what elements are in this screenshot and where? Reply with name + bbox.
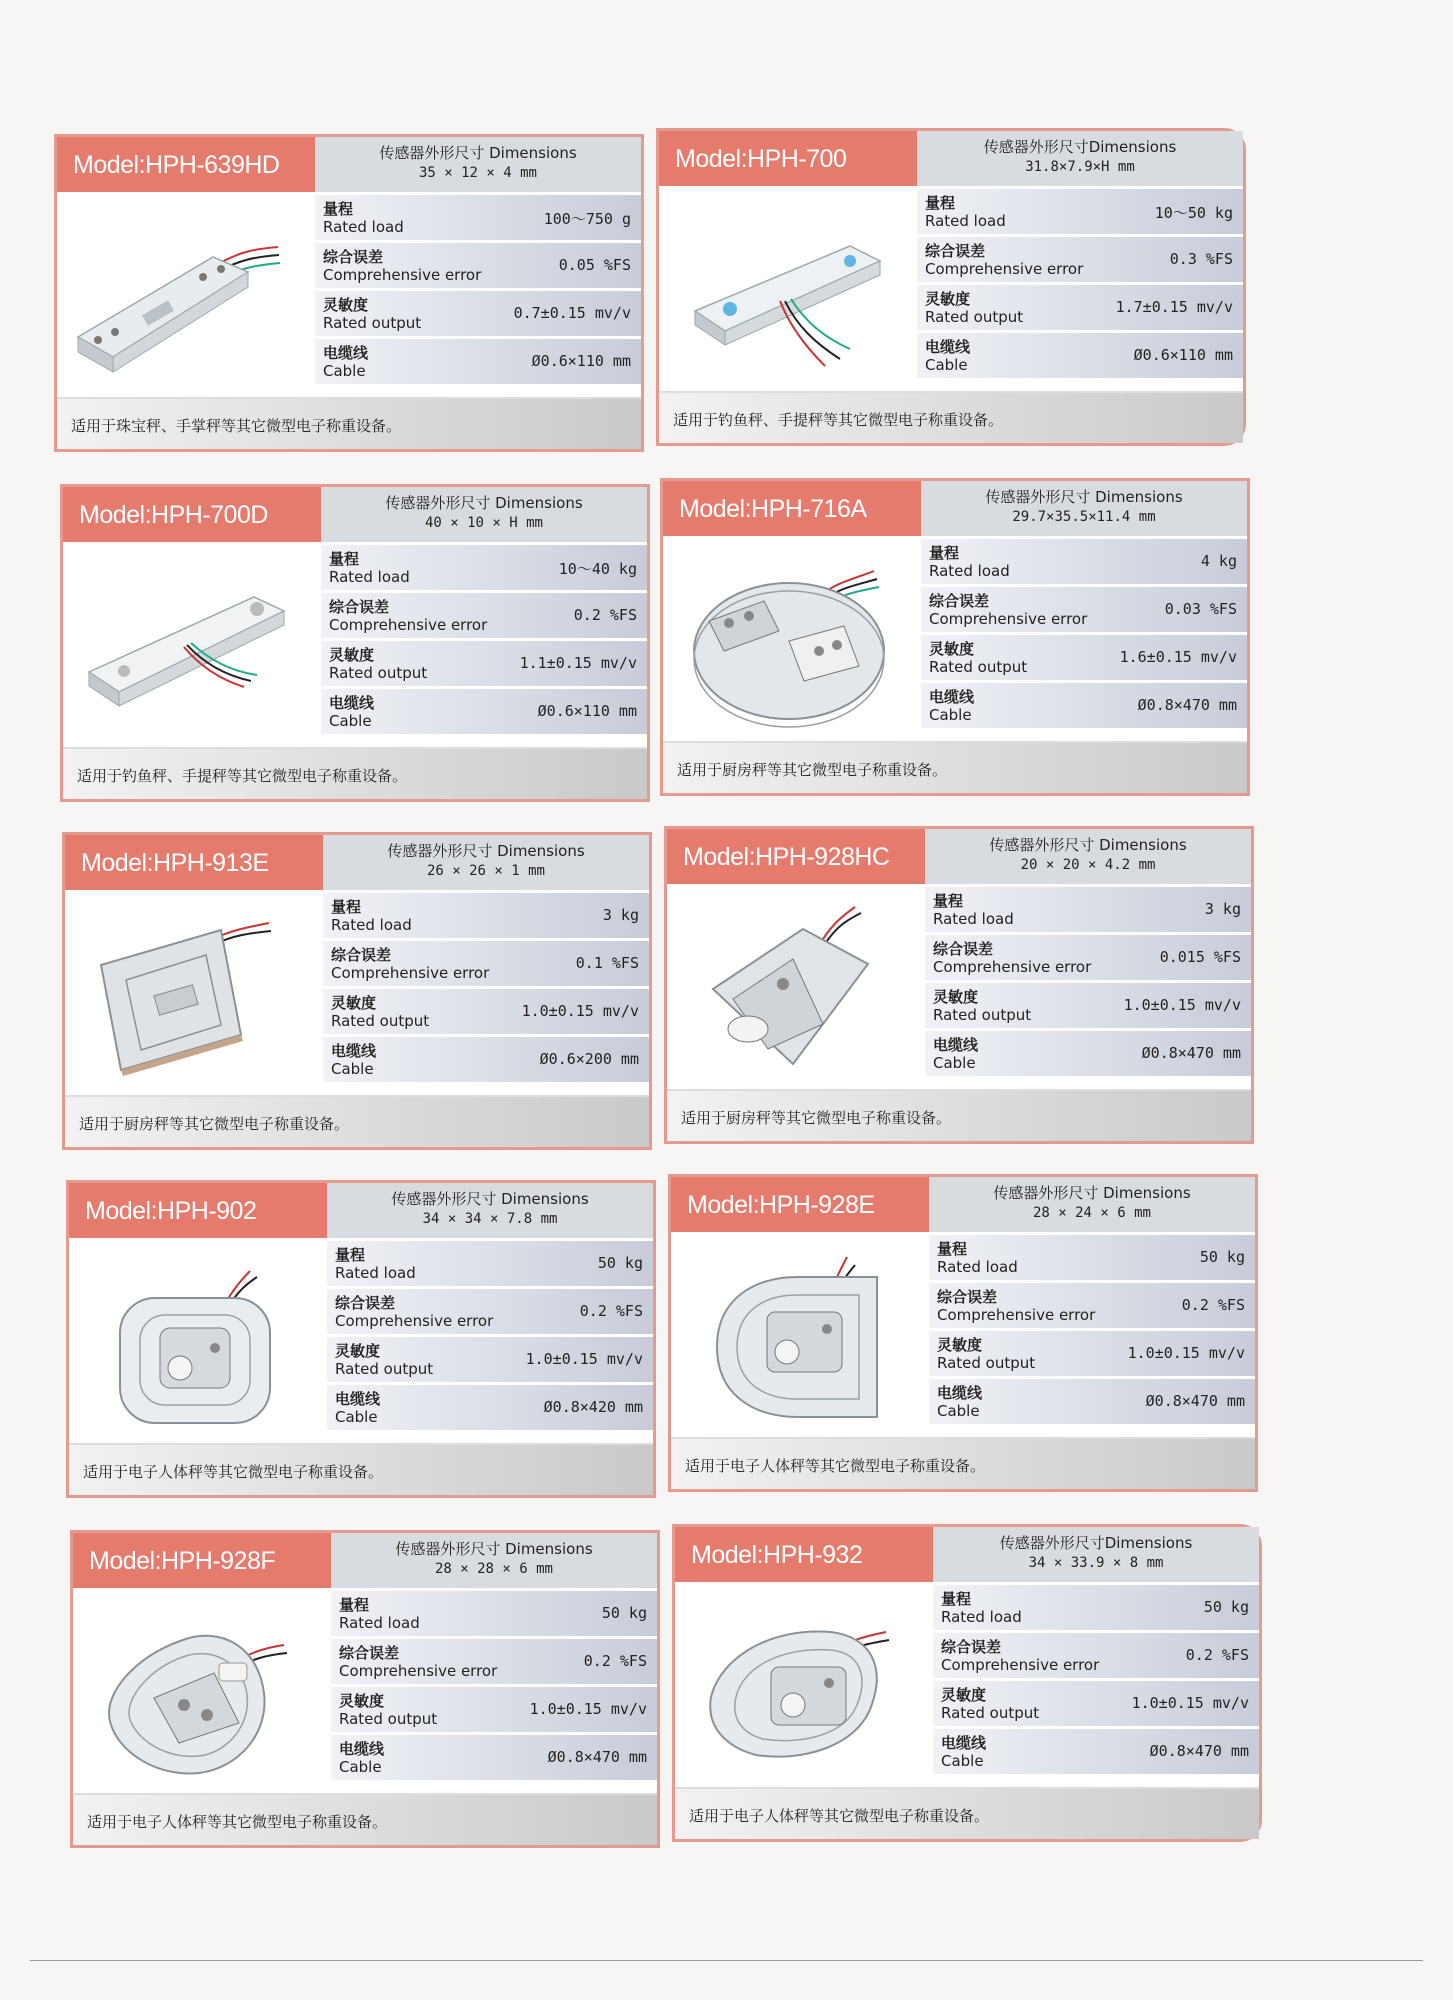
dimensions-header <box>925 829 1251 884</box>
dimensions-title: 传感器外形尺寸 Dimensions <box>385 494 583 512</box>
spec-rated-output <box>321 638 647 686</box>
dimensions-value: 34 × 34 × 7.8 mm <box>422 1211 558 1227</box>
usage-note <box>675 1787 1259 1839</box>
spec-label-en: Comprehensive error <box>941 1656 1100 1674</box>
half-round-load-cell-icon <box>677 1237 923 1437</box>
spec-label-en: Cable <box>331 1060 374 1078</box>
spec-label-zh: 灵敏度 <box>329 646 375 664</box>
spec-label-zh: 综合误差 <box>331 946 392 964</box>
spec-value: Ø0.6×110 mm <box>531 352 631 370</box>
page-bottom-rule <box>30 1960 1423 1961</box>
spec-value: 0.3 %FS <box>1169 250 1233 268</box>
spec-comprehensive-error <box>321 590 647 638</box>
usage-text: 适用于厨房秤等其它微型电子称重设备。 <box>79 1115 350 1133</box>
spec-rated-output <box>327 1334 653 1382</box>
spec-comprehensive-error <box>929 1280 1255 1328</box>
spec-value: 10～50 kg <box>1154 204 1233 222</box>
model-label: Model:HPH-902 <box>85 1197 257 1225</box>
spec-value: 1.0±0.15 mv/v <box>521 1002 639 1020</box>
spec-label-zh: 灵敏度 <box>339 1692 385 1710</box>
spec-value: 0.05 %FS <box>558 256 631 274</box>
spec-label-zh: 电缆线 <box>331 1042 377 1060</box>
model-label: Model:HPH-928HC <box>683 843 890 871</box>
model-label: Model:HPH-932 <box>691 1541 863 1569</box>
spec-cable <box>321 686 647 734</box>
spec-label-zh: 灵敏度 <box>941 1686 987 1704</box>
spec-label-zh: 综合误差 <box>339 1644 400 1662</box>
spec-cable <box>925 1028 1251 1076</box>
spec-value: 1.0±0.15 mv/v <box>1123 996 1241 1014</box>
usage-text: 适用于珠宝秤、手掌秤等其它微型电子称重设备。 <box>71 417 402 435</box>
spec-label-zh: 电缆线 <box>929 688 975 706</box>
spec-label-en: Comprehensive error <box>331 964 490 982</box>
spec-label-zh: 电缆线 <box>323 344 369 362</box>
usage-text: 适用于钓鱼秤、手提秤等其它微型电子称重设备。 <box>77 767 408 785</box>
spec-label-en: Rated output <box>335 1360 434 1378</box>
model-header <box>69 1183 327 1238</box>
spec-value: 1.0±0.15 mv/v <box>1131 1694 1249 1712</box>
spec-cable <box>315 336 641 384</box>
usage-note <box>65 1095 649 1147</box>
product-card-hph-700d <box>60 484 650 802</box>
spec-label-zh: 综合误差 <box>335 1294 396 1312</box>
spec-label-zh: 综合误差 <box>925 242 986 260</box>
product-card-hph-913e <box>62 832 652 1150</box>
spec-label-en: Rated output <box>937 1354 1036 1372</box>
spec-rated-output <box>315 288 641 336</box>
spec-value: Ø0.6×200 mm <box>539 1050 639 1068</box>
product-card-hph-716a <box>660 478 1250 796</box>
spec-value: Ø0.8×470 mm <box>1137 696 1237 714</box>
spec-label-en: Rated load <box>941 1608 1022 1626</box>
spec-value: 0.015 %FS <box>1159 948 1241 966</box>
round-load-cell-icon <box>669 541 915 741</box>
product-card-hph-902 <box>66 1180 656 1498</box>
spec-comprehensive-error <box>933 1630 1259 1678</box>
dimensions-value: 26 × 26 × 1 mm <box>426 863 545 879</box>
spec-label-en: Comprehensive error <box>339 1662 498 1680</box>
spec-cable <box>323 1034 649 1082</box>
spec-label-en: Rated output <box>339 1710 438 1728</box>
spec-label-zh: 灵敏度 <box>925 290 971 308</box>
spec-value: 0.7±0.15 mv/v <box>513 304 631 322</box>
plate-load-cell-icon <box>71 895 317 1095</box>
spec-value: 100～750 g <box>543 210 631 228</box>
spec-value: 50 kg <box>601 1604 647 1622</box>
dimensions-header <box>921 481 1247 536</box>
spec-label-zh: 灵敏度 <box>335 1342 381 1360</box>
spec-rated-load <box>933 1582 1259 1630</box>
dimensions-value: 28 × 24 × 6 mm <box>1032 1205 1151 1221</box>
spec-comprehensive-error <box>315 240 641 288</box>
model-label: Model:HPH-700 <box>675 145 847 173</box>
model-label: Model:HPH-700D <box>79 501 268 529</box>
spec-label-en: Rated load <box>339 1614 420 1632</box>
spec-label-en: Comprehensive error <box>933 958 1092 976</box>
spec-value: 3 kg <box>602 906 639 924</box>
spec-cable <box>331 1732 657 1780</box>
spec-cable <box>327 1382 653 1430</box>
spec-label-zh: 量程 <box>323 200 354 218</box>
spec-label-en: Comprehensive error <box>323 266 482 284</box>
spec-label-en: Rated load <box>331 916 412 934</box>
spec-rated-output <box>929 1328 1255 1376</box>
spec-label-zh: 灵敏度 <box>933 988 979 1006</box>
spec-value: 3 kg <box>1204 900 1241 918</box>
usage-note <box>73 1793 657 1845</box>
spec-label-en: Cable <box>335 1408 378 1426</box>
spec-comprehensive-error <box>323 938 649 986</box>
spec-value: 0.2 %FS <box>579 1302 643 1320</box>
spec-label-zh: 量程 <box>937 1240 968 1258</box>
spec-cable <box>921 680 1247 728</box>
model-label: Model:HPH-928E <box>687 1191 875 1219</box>
dimensions-value: 35 × 12 × 4 mm <box>418 165 537 181</box>
usage-text: 适用于厨房秤等其它微型电子称重设备。 <box>681 1109 952 1127</box>
dimensions-header <box>933 1527 1259 1582</box>
spec-label-zh: 量程 <box>339 1596 370 1614</box>
spec-rated-load <box>925 884 1251 932</box>
spec-label-zh: 灵敏度 <box>929 640 975 658</box>
product-card-hph-932 <box>672 1524 1262 1842</box>
spec-label-zh: 综合误差 <box>941 1638 1002 1656</box>
model-label: Model:HPH-913E <box>81 849 269 877</box>
spec-value: 0.2 %FS <box>583 1652 647 1670</box>
spec-value: 4 kg <box>1200 552 1237 570</box>
usage-note <box>671 1437 1255 1489</box>
model-header <box>57 137 315 192</box>
spec-label-zh: 灵敏度 <box>937 1336 983 1354</box>
model-header <box>63 487 321 542</box>
spec-value: 50 kg <box>1203 1598 1249 1616</box>
model-header <box>667 829 925 884</box>
spec-comprehensive-error <box>921 584 1247 632</box>
spec-label-en: Cable <box>937 1402 980 1420</box>
dimensions-value: 34 × 33.9 × 8 mm <box>1028 1555 1164 1571</box>
bar-load-cell-icon <box>63 197 309 397</box>
dimensions-value: 29.7×35.5×11.4 mm <box>1012 509 1156 525</box>
model-header <box>675 1527 933 1582</box>
spec-value: 10～40 kg <box>558 560 637 578</box>
dimensions-value: 31.8×7.9×H mm <box>1025 159 1135 175</box>
spec-label-zh: 电缆线 <box>933 1036 979 1054</box>
spec-label-zh: 综合误差 <box>323 248 384 266</box>
spec-rated-load <box>331 1588 657 1636</box>
triangle-load-cell-icon <box>79 1593 325 1793</box>
dimensions-title: 传感器外形尺寸 Dimensions <box>387 842 585 860</box>
spec-label-en: Rated load <box>933 910 1014 928</box>
usage-note <box>57 397 641 449</box>
diamond-load-cell-icon <box>673 889 919 1089</box>
dimensions-header <box>327 1183 653 1238</box>
dimensions-value: 20 × 20 × 4.2 mm <box>1020 857 1156 873</box>
dimensions-title: 传感器外形尺寸Dimensions <box>999 1534 1193 1552</box>
spec-value: 1.6±0.15 mv/v <box>1119 648 1237 666</box>
spec-value: Ø0.8×470 mm <box>1149 1742 1249 1760</box>
square-load-cell-icon <box>75 1243 321 1443</box>
spec-label-zh: 量程 <box>335 1246 366 1264</box>
model-header <box>73 1533 331 1588</box>
spec-value: 1.0±0.15 mv/v <box>1127 1344 1245 1362</box>
spec-value: 50 kg <box>597 1254 643 1272</box>
spec-label-en: Cable <box>929 706 972 724</box>
spec-label-zh: 综合误差 <box>937 1288 998 1306</box>
spec-label-zh: 电缆线 <box>335 1390 381 1408</box>
usage-text: 适用于电子人体秤等其它微型电子称重设备。 <box>689 1807 990 1825</box>
spec-rated-load <box>921 536 1247 584</box>
spec-rated-output <box>323 986 649 1034</box>
spec-comprehensive-error <box>331 1636 657 1684</box>
spec-rated-load <box>917 186 1243 234</box>
spec-value: Ø0.8×470 mm <box>1141 1044 1241 1062</box>
dimensions-title: 传感器外形尺寸Dimensions <box>983 138 1177 156</box>
spec-rated-output <box>933 1678 1259 1726</box>
spec-label-en: Comprehensive error <box>929 610 1088 628</box>
product-card-hph-928hc <box>664 826 1254 1144</box>
spec-label-zh: 量程 <box>929 544 960 562</box>
spec-label-en: Rated output <box>329 664 428 682</box>
spec-label-zh: 量程 <box>925 194 956 212</box>
dimensions-title: 传感器外形尺寸 Dimensions <box>395 1540 593 1558</box>
spec-cable <box>933 1726 1259 1774</box>
model-header <box>65 835 323 890</box>
usage-text: 适用于钓鱼秤、手提秤等其它微型电子称重设备。 <box>673 411 1004 429</box>
spec-label-en: Rated output <box>929 658 1028 676</box>
spec-rated-output <box>917 282 1243 330</box>
usage-note <box>663 741 1247 793</box>
spec-label-en: Comprehensive error <box>937 1306 1096 1324</box>
spec-value: Ø0.6×110 mm <box>537 702 637 720</box>
spec-label-zh: 综合误差 <box>933 940 994 958</box>
spec-cable <box>929 1376 1255 1424</box>
spec-label-en: Comprehensive error <box>335 1312 494 1330</box>
spec-value: Ø0.6×110 mm <box>1133 346 1233 364</box>
spec-label-zh: 电缆线 <box>925 338 971 356</box>
bar-load-cell-icon <box>69 547 315 747</box>
dimensions-header <box>315 137 641 192</box>
spec-label-zh: 灵敏度 <box>323 296 369 314</box>
spec-label-en: Rated output <box>331 1012 430 1030</box>
bar-load-cell-icon <box>665 191 911 391</box>
product-card-hph-639hd <box>54 134 644 452</box>
dimensions-header <box>917 131 1243 186</box>
spec-label-zh: 量程 <box>933 892 964 910</box>
spec-label-en: Rated load <box>323 218 404 236</box>
spec-value: 1.0±0.15 mv/v <box>529 1700 647 1718</box>
spec-label-zh: 量程 <box>331 898 362 916</box>
product-card-hph-700 <box>656 128 1246 446</box>
spec-label-en: Rated output <box>323 314 422 332</box>
model-header <box>671 1177 929 1232</box>
spec-label-en: Rated output <box>925 308 1024 326</box>
spec-label-en: Cable <box>329 712 372 730</box>
usage-text: 适用于电子人体秤等其它微型电子称重设备。 <box>87 1813 388 1831</box>
spec-label-zh: 电缆线 <box>937 1384 983 1402</box>
spec-label-en: Comprehensive error <box>925 260 1084 278</box>
spec-label-en: Cable <box>339 1758 382 1776</box>
spec-label-en: Rated load <box>929 562 1010 580</box>
model-label: Model:HPH-928F <box>89 1547 276 1575</box>
spec-label-zh: 综合误差 <box>329 598 390 616</box>
spec-label-zh: 电缆线 <box>941 1734 987 1752</box>
spec-label-zh: 综合误差 <box>929 592 990 610</box>
product-card-hph-928f <box>70 1530 660 1848</box>
dimensions-value: 40 × 10 × H mm <box>424 515 543 531</box>
spec-cable <box>917 330 1243 378</box>
usage-note <box>69 1443 653 1495</box>
spec-label-en: Cable <box>933 1054 976 1072</box>
usage-note <box>659 391 1243 443</box>
spec-label-en: Rated load <box>925 212 1006 230</box>
spec-label-en: Cable <box>941 1752 984 1770</box>
spec-rated-load <box>323 890 649 938</box>
spec-label-zh: 电缆线 <box>339 1740 385 1758</box>
dimensions-header <box>929 1177 1255 1232</box>
spec-label-en: Cable <box>323 362 366 380</box>
dimensions-value: 28 × 28 × 6 mm <box>434 1561 553 1577</box>
spec-rated-output <box>925 980 1251 1028</box>
spec-label-en: Comprehensive error <box>329 616 488 634</box>
spec-label-en: Rated output <box>941 1704 1040 1722</box>
spec-value: 0.2 %FS <box>573 606 637 624</box>
spec-label-en: Cable <box>925 356 968 374</box>
model-label: Model:HPH-716A <box>679 495 867 523</box>
spec-label-en: Rated load <box>329 568 410 586</box>
spec-rated-load <box>315 192 641 240</box>
usage-note <box>667 1089 1251 1141</box>
spec-value: Ø0.8×420 mm <box>543 1398 643 1416</box>
spec-rated-load <box>321 542 647 590</box>
dimensions-title: 传感器外形尺寸 Dimensions <box>379 144 577 162</box>
spec-label-zh: 电缆线 <box>329 694 375 712</box>
dimensions-header <box>331 1533 657 1588</box>
spec-label-en: Rated load <box>335 1264 416 1282</box>
spec-label-zh: 量程 <box>941 1590 972 1608</box>
spec-rated-output <box>331 1684 657 1732</box>
spec-rated-output <box>921 632 1247 680</box>
model-label: Model:HPH-639HD <box>73 151 280 179</box>
model-header <box>659 131 917 186</box>
usage-text: 适用于电子人体秤等其它微型电子称重设备。 <box>685 1457 986 1475</box>
curved-load-cell-icon <box>681 1587 927 1787</box>
spec-rated-load <box>327 1238 653 1286</box>
spec-value: 50 kg <box>1199 1248 1245 1266</box>
spec-value: 0.1 %FS <box>575 954 639 972</box>
spec-value: 1.7±0.15 mv/v <box>1115 298 1233 316</box>
dimensions-header <box>323 835 649 890</box>
dimensions-title: 传感器外形尺寸 Dimensions <box>391 1190 589 1208</box>
usage-text: 适用于厨房秤等其它微型电子称重设备。 <box>677 761 948 779</box>
product-card-hph-928e <box>668 1174 1258 1492</box>
usage-note <box>63 747 647 799</box>
spec-value: 0.03 %FS <box>1164 600 1237 618</box>
spec-rated-load <box>929 1232 1255 1280</box>
spec-comprehensive-error <box>925 932 1251 980</box>
dimensions-title: 传感器外形尺寸 Dimensions <box>985 488 1183 506</box>
spec-value: 1.0±0.15 mv/v <box>525 1350 643 1368</box>
spec-comprehensive-error <box>917 234 1243 282</box>
model-header <box>663 481 921 536</box>
dimensions-title: 传感器外形尺寸 Dimensions <box>989 836 1187 854</box>
spec-value: Ø0.8×470 mm <box>547 1748 647 1766</box>
spec-comprehensive-error <box>327 1286 653 1334</box>
spec-label-en: Rated output <box>933 1006 1032 1024</box>
spec-label-zh: 灵敏度 <box>331 994 377 1012</box>
spec-value: Ø0.8×470 mm <box>1145 1392 1245 1410</box>
spec-label-zh: 量程 <box>329 550 360 568</box>
spec-label-en: Rated load <box>937 1258 1018 1276</box>
dimensions-header <box>321 487 647 542</box>
dimensions-title: 传感器外形尺寸 Dimensions <box>993 1184 1191 1202</box>
spec-value: 1.1±0.15 mv/v <box>519 654 637 672</box>
spec-value: 0.2 %FS <box>1181 1296 1245 1314</box>
spec-value: 0.2 %FS <box>1185 1646 1249 1664</box>
usage-text: 适用于电子人体秤等其它微型电子称重设备。 <box>83 1463 384 1481</box>
